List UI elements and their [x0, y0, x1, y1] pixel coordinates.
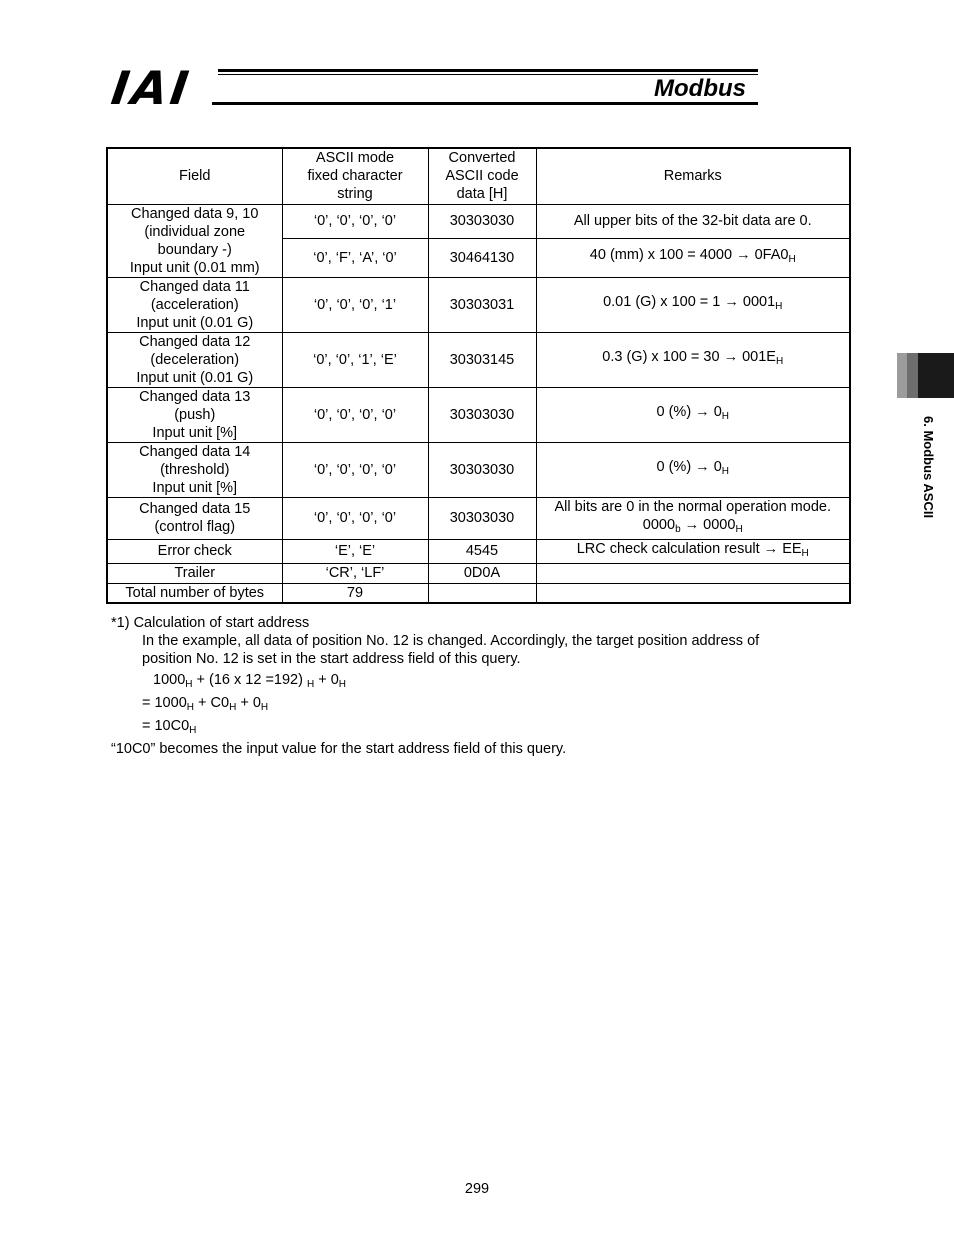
remark-text: 0 (%) → 0 [656, 459, 722, 475]
field-line: Input unit [%] [152, 479, 238, 496]
query-data-table [106, 147, 851, 604]
field-cell [107, 442, 282, 497]
remarks-cell [536, 442, 850, 497]
table-row [107, 387, 850, 442]
equation-text: = 1000 [142, 695, 187, 711]
equation-subscript: H [260, 702, 269, 713]
remarks-cell: All upper bits of the 32-bit data are 0. [536, 204, 850, 238]
field-cell: Total number of bytes [107, 583, 282, 603]
remark-text: 40 (mm) x 100 = 4000 → 0FA0 [589, 247, 789, 263]
remarks-cell [536, 238, 850, 277]
side-tab-light [897, 353, 907, 398]
remark-text: 0 (%) → 0 [656, 404, 722, 420]
field-line: Changed data 9, 10 [131, 205, 259, 222]
header-converted [428, 148, 536, 204]
equation-subscript: H [185, 679, 193, 690]
converted-cell: 30303030 [428, 497, 536, 539]
converted-cell: 30303031 [428, 277, 536, 332]
field-line: Input unit (0.01 mm) [129, 259, 260, 276]
table-row [107, 563, 850, 583]
ascii-cell: ‘0’, ‘0’, ‘0’, ‘0’ [282, 497, 428, 539]
remark-subscript: H [721, 466, 729, 477]
field-cell: Trailer [107, 563, 282, 583]
equation-line [111, 694, 851, 717]
remark-line: All bits are 0 in the normal operation mode. [554, 498, 831, 515]
remarks-cell [536, 583, 850, 603]
field-line: (individual zone [144, 223, 246, 240]
ascii-cell: ‘0’, ‘0’, ‘0’, ‘0’ [282, 387, 428, 442]
ascii-cell: ‘E’, ‘E’ [282, 539, 428, 563]
converted-cell: 4545 [428, 539, 536, 563]
equation-text: + C0 [194, 695, 230, 711]
chapter-side-label: 6. Modbus ASCII [921, 416, 936, 519]
ascii-cell: ‘0’, ‘F’, ‘A’, ‘0’ [282, 238, 428, 277]
equation-text: + 0 [314, 672, 339, 688]
remark-subscript: H [735, 523, 743, 535]
field-cell [107, 204, 282, 277]
header-rule-top [218, 69, 758, 72]
side-tab-dark [918, 353, 954, 398]
remark-line [541, 516, 846, 539]
field-line: Changed data 12 [139, 333, 251, 350]
field-cell [107, 332, 282, 387]
table-header-row [107, 148, 850, 204]
field-line: Input unit [%] [152, 424, 238, 441]
remark-subscript: H [721, 411, 729, 422]
remark-subscript: b [675, 523, 681, 535]
field-line: Changed data 13 [139, 388, 251, 405]
remarks-cell [536, 277, 850, 332]
field-line: Input unit (0.01 G) [136, 314, 254, 331]
remark-text: 0.01 (G) x 100 = 1 → 0001 [603, 294, 776, 310]
ascii-cell: ‘0’, ‘0’, ‘0’, ‘0’ [282, 442, 428, 497]
remark-subscript: H [775, 301, 783, 312]
equation-text: + (16 x 12 =192) [192, 672, 307, 688]
iai-logo: IAI [108, 61, 195, 115]
table-row [107, 332, 850, 387]
converted-cell: 30464130 [428, 238, 536, 277]
field-line: Input unit (0.01 G) [136, 369, 254, 386]
ascii-cell: 79 [282, 583, 428, 603]
remark-text: 0.3 (G) x 100 = 30 → 001E [602, 349, 776, 365]
header-converted-line: ASCII code [445, 168, 519, 185]
ascii-cell: ‘0’, ‘0’, ‘1’, ‘E’ [282, 332, 428, 387]
field-line: boundary -) [157, 241, 232, 258]
ascii-cell: ‘0’, ‘0’, ‘0’, ‘1’ [282, 277, 428, 332]
header-converted-line: data [H] [456, 186, 508, 203]
equation-subscript: H [338, 679, 347, 690]
header-ascii-line: ASCII mode [315, 150, 395, 167]
remarks-cell [536, 563, 850, 583]
ascii-cell: ‘CR’, ‘LF’ [282, 563, 428, 583]
table-row [107, 497, 850, 539]
footnote-closing: “10C0” becomes the input value for the start address field of this query. [111, 741, 567, 757]
table-row [107, 539, 850, 563]
field-line: Changed data 11 [139, 278, 250, 295]
header-converted-line: Converted [448, 150, 516, 167]
field-line: (threshold) [160, 461, 230, 478]
equation-subscript: H [189, 725, 197, 736]
header-rule-bottom [212, 102, 758, 105]
equation-text: 1000 [153, 672, 186, 688]
remark-text: LRC check calculation result → EE [576, 540, 802, 557]
equation-line [111, 717, 851, 740]
header-ascii-line: string [337, 186, 373, 203]
footnote-block [111, 614, 851, 758]
remarks-cell [536, 497, 850, 539]
table-row [107, 277, 850, 332]
footnote-paragraph-line: position No. 12 is set in the start address field of this query. [142, 651, 521, 667]
field-line: (control flag) [154, 519, 236, 535]
remarks-cell [536, 332, 850, 387]
table-row [107, 442, 850, 497]
equation-subscript: H [306, 679, 315, 690]
equation-text: + 0 [236, 695, 261, 711]
ascii-cell: ‘0’, ‘0’, ‘0’, ‘0’ [282, 204, 428, 238]
converted-cell [428, 583, 536, 603]
header-title: Modbus [654, 75, 746, 102]
remark-text: → 0000 [680, 516, 736, 533]
remark-subscript: H [788, 254, 796, 265]
field-line: (push) [174, 406, 216, 423]
field-line: (deceleration) [150, 351, 240, 368]
equation-text: = 10C0 [142, 718, 190, 734]
header-ascii-line: fixed character [307, 168, 403, 185]
field-cell [107, 387, 282, 442]
field-cell [107, 277, 282, 332]
converted-cell: 30303030 [428, 204, 536, 238]
equation-subscript: H [229, 702, 237, 713]
footnote-paragraph-line: In the example, all data of position No. 12 is changed. Accordingly, the target position address of [142, 633, 760, 649]
equation-line [111, 671, 851, 694]
header-ascii [282, 148, 428, 204]
page-number: 299 [464, 1181, 490, 1197]
field-cell: Error check [107, 539, 282, 563]
converted-cell: 30303145 [428, 332, 536, 387]
remarks-cell [536, 539, 850, 563]
field-line: Changed data 14 [139, 443, 251, 460]
field-cell [107, 497, 282, 539]
header-field: Field [107, 148, 282, 204]
remarks-cell [536, 387, 850, 442]
remark-subscript: H [801, 547, 809, 559]
equation-subscript: H [186, 702, 194, 713]
header-remarks: Remarks [536, 148, 850, 204]
remark-subscript: H [775, 356, 784, 367]
table-row [107, 204, 850, 238]
field-line: (acceleration) [150, 296, 239, 313]
converted-cell: 30303030 [428, 442, 536, 497]
side-tab-mid [907, 353, 918, 398]
remark-text: 0000 [642, 516, 676, 533]
converted-cell: 0D0A [428, 563, 536, 583]
table-row [107, 583, 850, 603]
converted-cell: 30303030 [428, 387, 536, 442]
footnote-title: *1) Calculation of start address [111, 615, 310, 631]
field-line: Changed data 15 [139, 501, 251, 517]
